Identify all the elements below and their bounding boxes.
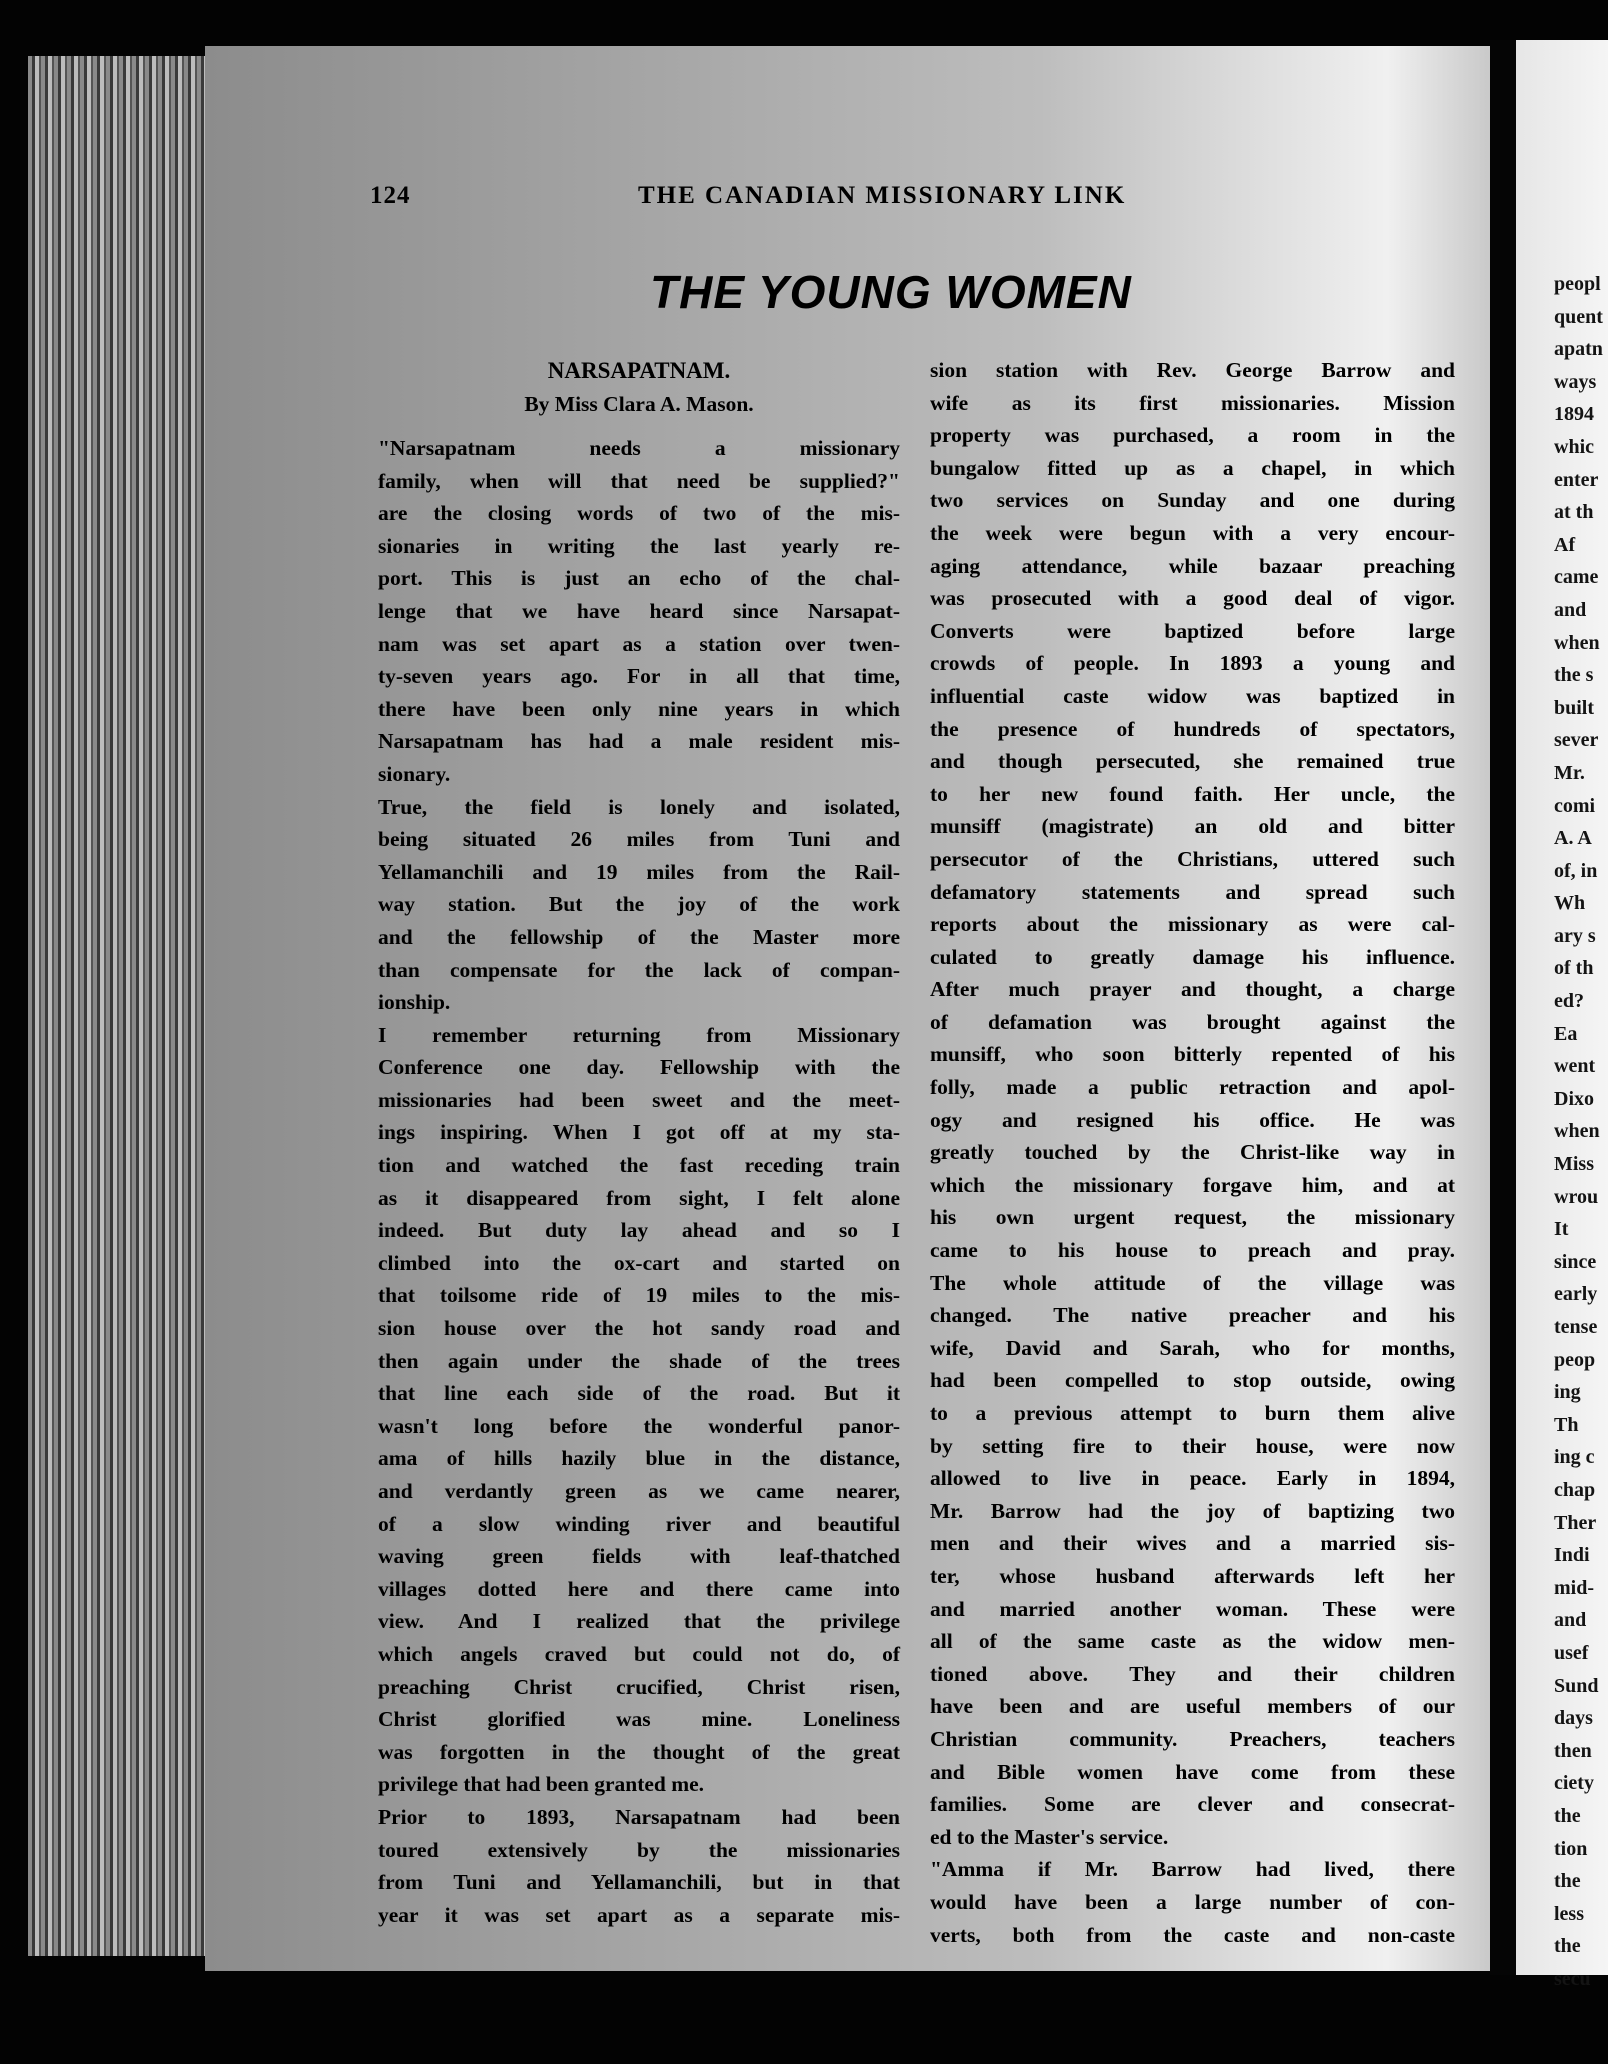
- facing-page-line: of, in: [1554, 859, 1598, 882]
- text-line: and the fellowship of the Master more: [378, 924, 900, 949]
- article-byline: By Miss Clara A. Mason.: [524, 392, 754, 416]
- facing-page-line: Indi: [1554, 1544, 1590, 1567]
- left-column-lines: [378, 432, 900, 1931]
- facing-page-line: the: [1554, 1804, 1581, 1827]
- text-line: came to his house to preach and pray.: [930, 1238, 1455, 1263]
- facing-page-line: then: [1554, 1739, 1592, 1762]
- facing-page-line: Dixo: [1554, 1087, 1594, 1110]
- facing-page-line: tion: [1554, 1837, 1588, 1860]
- text-line: missionaries had been sweet and the meet-: [378, 1087, 900, 1112]
- text-line: munsiff, who soon bitterly repented of his: [930, 1042, 1455, 1067]
- facing-page-line: wrou: [1554, 1185, 1599, 1208]
- facing-page-line: less: [1554, 1902, 1584, 1925]
- text-line: wife as its first missionaries. Mission: [930, 390, 1455, 415]
- text-line: sionaries in writing the last yearly re-: [378, 533, 900, 558]
- text-line: toured extensively by the missionaries: [378, 1837, 900, 1862]
- facing-page-line: tense: [1554, 1316, 1598, 1338]
- text-line: had been compelled to stop outside, owing: [930, 1368, 1455, 1393]
- text-line: was prosecuted with a good deal of vigor.: [930, 586, 1455, 611]
- facing-page-line: and: [1554, 598, 1587, 621]
- page-number: 124: [370, 182, 411, 209]
- facing-page-line: early: [1554, 1283, 1598, 1306]
- text-line: wasn't long before the wonderful panor-: [378, 1413, 900, 1438]
- text-line: which the missionary forgave him, and at: [930, 1172, 1455, 1197]
- facing-page-line: peop: [1554, 1348, 1596, 1371]
- text-line: ogy and resigned his office. He was: [930, 1107, 1455, 1132]
- right-column-lines: [930, 354, 1455, 1951]
- facing-page-line: Mr.: [1554, 761, 1585, 784]
- facing-page-line: the s: [1554, 664, 1594, 687]
- text-line: and verdantly green as we came nearer,: [378, 1479, 900, 1503]
- facing-page-line: secu: [1554, 1967, 1591, 1990]
- text-line: influential caste widow was baptized in: [930, 683, 1455, 708]
- facing-page-line: ciety: [1554, 1772, 1594, 1795]
- facing-page-line: apatn: [1554, 338, 1603, 361]
- text-line: families. Some are clever and consecrat-: [930, 1792, 1455, 1817]
- text-line: villages dotted here and there came into: [378, 1576, 900, 1601]
- text-line: and Bible women have come from these: [930, 1759, 1455, 1784]
- facing-page-line: A. A: [1554, 827, 1592, 850]
- text-line: reports about the missionary as were cal-: [930, 912, 1455, 937]
- facing-page-line: went: [1554, 1055, 1596, 1078]
- facing-page-line: Ther: [1554, 1511, 1597, 1534]
- facing-page-line: quent: [1554, 305, 1603, 328]
- text-line: greatly touched by the Christ-like way in: [930, 1140, 1455, 1165]
- facing-page-line: when: [1554, 1120, 1600, 1143]
- right-text-column: [930, 354, 1455, 1951]
- facing-page-line: Miss: [1554, 1153, 1594, 1176]
- text-line: from Tuni and Yellamanchili, but in that: [378, 1870, 900, 1895]
- running-head: [370, 182, 1270, 218]
- text-line: ionship.: [378, 990, 451, 1015]
- text-line: of a slow winding river and beautiful: [378, 1511, 900, 1536]
- facing-page-line: sever: [1554, 729, 1599, 752]
- section-title: THE YOUNG WOMEN: [650, 266, 1132, 318]
- text-line: and married another woman. These were: [930, 1596, 1455, 1621]
- facing-page-line: ing c: [1554, 1446, 1595, 1469]
- text-line: which angels craved but could not do, of: [378, 1641, 900, 1666]
- text-line: ty-seven years ago. For in all that time,: [378, 664, 900, 689]
- text-line: privilege that had been granted me.: [378, 1772, 705, 1797]
- facing-page-line: at th: [1554, 501, 1594, 524]
- text-line: family, when will that need be supplied?": [378, 468, 900, 493]
- text-line: wife, David and Sarah, who for months,: [930, 1335, 1455, 1360]
- text-line: I remember returning from Missionary: [378, 1022, 900, 1047]
- text-line: and though persecuted, she remained true: [930, 749, 1455, 774]
- facing-page-line: comi: [1554, 794, 1596, 817]
- text-line: two services on Sunday and one during: [930, 488, 1455, 513]
- text-line: lenge that we have heard since Narsapat-: [378, 598, 900, 623]
- text-line: verts, both from the caste and non-caste: [930, 1922, 1455, 1947]
- text-line: was forgotten in the thought of the great: [378, 1739, 900, 1764]
- facing-page-fragments: [1554, 268, 1603, 1995]
- text-line: his own urgent request, the missionary: [930, 1205, 1455, 1230]
- text-line: defamatory statements and spread such: [930, 879, 1455, 904]
- text-line: climbed into the ox-cart and started on: [378, 1250, 900, 1275]
- text-line: Prior to 1893, Narsapatnam had been: [378, 1804, 900, 1829]
- text-line: aging attendance, while bazaar preaching: [930, 553, 1455, 578]
- facing-page-line: chap: [1554, 1478, 1596, 1501]
- text-line: After much prayer and thought, a charge: [930, 977, 1455, 1002]
- text-line: Narsapatnam has had a male resident mis-: [378, 729, 900, 754]
- facing-page-line: the: [1554, 1935, 1581, 1958]
- text-line: view. And I realized that the privilege: [378, 1609, 900, 1634]
- facing-page-line: came: [1554, 566, 1599, 589]
- text-line: culated to greatly damage his influence.: [930, 944, 1455, 969]
- text-line: folly, made a public retraction and apol-: [930, 1075, 1455, 1100]
- facing-page-line: ways: [1554, 370, 1597, 393]
- facing-page-line: and: [1554, 1609, 1587, 1632]
- facing-page-line: Sund: [1554, 1674, 1599, 1697]
- text-line: sion station with Rev. George Barrow and: [930, 358, 1455, 382]
- text-line: tion and watched the fast receding train: [378, 1153, 900, 1178]
- article-title: NARSAPATNAM.: [547, 358, 731, 383]
- facing-page-line: whic: [1554, 435, 1594, 458]
- facing-page-line: It: [1554, 1218, 1569, 1241]
- text-line: the week were begun with a very encour-: [930, 520, 1455, 545]
- text-line: "Amma if Mr. Barrow had lived, there: [930, 1857, 1455, 1882]
- left-text-column: [378, 354, 900, 1931]
- text-line: ama of hills hazily blue in the distance,: [378, 1446, 900, 1471]
- text-line: ter, whose husband afterwards left her: [930, 1563, 1455, 1588]
- text-line: "Narsapatnam needs a missionary: [378, 436, 900, 460]
- text-line: ings inspiring. When I got off at my sta-: [378, 1120, 900, 1145]
- text-line: that toilsome ride of 19 miles to the mis-: [378, 1283, 900, 1308]
- text-line: sion house over the hot sandy road and: [378, 1316, 900, 1341]
- text-line: The whole attitude of the village was: [930, 1270, 1455, 1295]
- text-line: persecutor of the Christians, uttered such: [930, 846, 1455, 871]
- facing-page-line: Th: [1554, 1413, 1579, 1436]
- text-line: as it disappeared from sight, I felt alone: [378, 1185, 900, 1210]
- facing-page-line: ary s: [1554, 924, 1596, 947]
- text-line: then again under the shade of the trees: [378, 1348, 900, 1373]
- facing-page-line: days: [1554, 1707, 1593, 1730]
- facing-page-line: ed?: [1554, 990, 1584, 1013]
- text-line: tioned above. They and their children: [930, 1661, 1455, 1686]
- facing-page-line: built: [1554, 696, 1595, 719]
- text-line: True, the field is lonely and isolated,: [378, 794, 900, 819]
- text-line: Christian community. Preachers, teachers: [930, 1726, 1455, 1751]
- facing-page-line: when: [1554, 631, 1600, 654]
- text-line: indeed. But duty lay ahead and so I: [378, 1218, 900, 1243]
- facing-page-line: Af: [1554, 533, 1576, 556]
- text-line: ed to the Master's service.: [930, 1824, 1169, 1849]
- text-line: men and their wives and a married sis-: [930, 1531, 1455, 1556]
- facing-page-line: Ea: [1554, 1022, 1578, 1045]
- text-line: port. This is just an echo of the chal-: [378, 566, 900, 591]
- facing-page-line: the: [1554, 1870, 1581, 1893]
- text-line: Mr. Barrow had the joy of baptizing two: [930, 1498, 1455, 1523]
- text-line: would have been a large number of con-: [930, 1889, 1455, 1914]
- text-line: to her new found faith. Her uncle, the: [930, 781, 1455, 806]
- text-line: that line each side of the road. But it: [378, 1381, 900, 1406]
- text-line: year it was set apart as a separate mis-: [378, 1902, 900, 1927]
- facing-page-line: 1894: [1554, 403, 1594, 426]
- text-line: crowds of people. In 1893 a young and: [930, 651, 1455, 676]
- text-line: all of the same caste as the widow men-: [930, 1629, 1455, 1654]
- stacked-page-edges: [28, 56, 210, 1956]
- facing-page-line: since: [1554, 1250, 1597, 1273]
- facing-page-line: peopl: [1554, 273, 1601, 295]
- text-line: of defamation was brought against the: [930, 1009, 1455, 1034]
- text-line: Christ glorified was mine. Loneliness: [378, 1707, 900, 1732]
- facing-page-line: usef: [1554, 1641, 1589, 1664]
- text-line: bungalow fitted up as a chapel, in which: [930, 455, 1455, 480]
- text-line: way station. But the joy of the work: [378, 892, 900, 917]
- text-line: property was purchased, a room in the: [930, 423, 1455, 448]
- journal-title: THE CANADIAN MISSIONARY LINK: [638, 182, 1127, 209]
- text-line: than compensate for the lack of compan-: [378, 957, 900, 982]
- facing-page-line: of th: [1554, 957, 1594, 980]
- text-line: are the closing words of two of the mis-: [378, 501, 900, 526]
- text-line: Yellamanchili and 19 miles from the Rail-: [378, 859, 900, 884]
- facing-page-line: ing: [1554, 1381, 1581, 1404]
- text-line: being situated 26 miles from Tuni and: [378, 827, 900, 852]
- facing-page-line: enter: [1554, 468, 1599, 491]
- text-line: sionary.: [378, 761, 451, 786]
- text-line: to a previous attempt to burn them alive: [930, 1401, 1455, 1425]
- text-line: waving green fields with leaf-thatched: [378, 1544, 900, 1569]
- text-line: Conference one day. Fellowship with the: [378, 1055, 900, 1080]
- text-line: preaching Christ crucified, Christ risen,: [378, 1674, 900, 1699]
- text-line: there have been only nine years in which: [378, 696, 900, 721]
- text-line: nam was set apart as a station over twen-: [378, 631, 900, 656]
- text-line: the presence of hundreds of spectators,: [930, 716, 1455, 741]
- text-line: have been and are useful members of our: [930, 1694, 1455, 1719]
- text-line: by setting fire to their house, were now: [930, 1433, 1455, 1458]
- facing-page-line: Wh: [1554, 892, 1586, 915]
- text-line: Converts were baptized before large: [930, 618, 1455, 643]
- book-gutter: [1490, 40, 1516, 1975]
- text-line: allowed to live in peace. Early in 1894,: [930, 1466, 1455, 1491]
- text-line: changed. The native preacher and his: [930, 1303, 1455, 1328]
- facing-page-line: mid-: [1554, 1576, 1594, 1599]
- facing-page: [1516, 40, 1608, 1990]
- text-line: munsiff (magistrate) an old and bitter: [930, 814, 1455, 839]
